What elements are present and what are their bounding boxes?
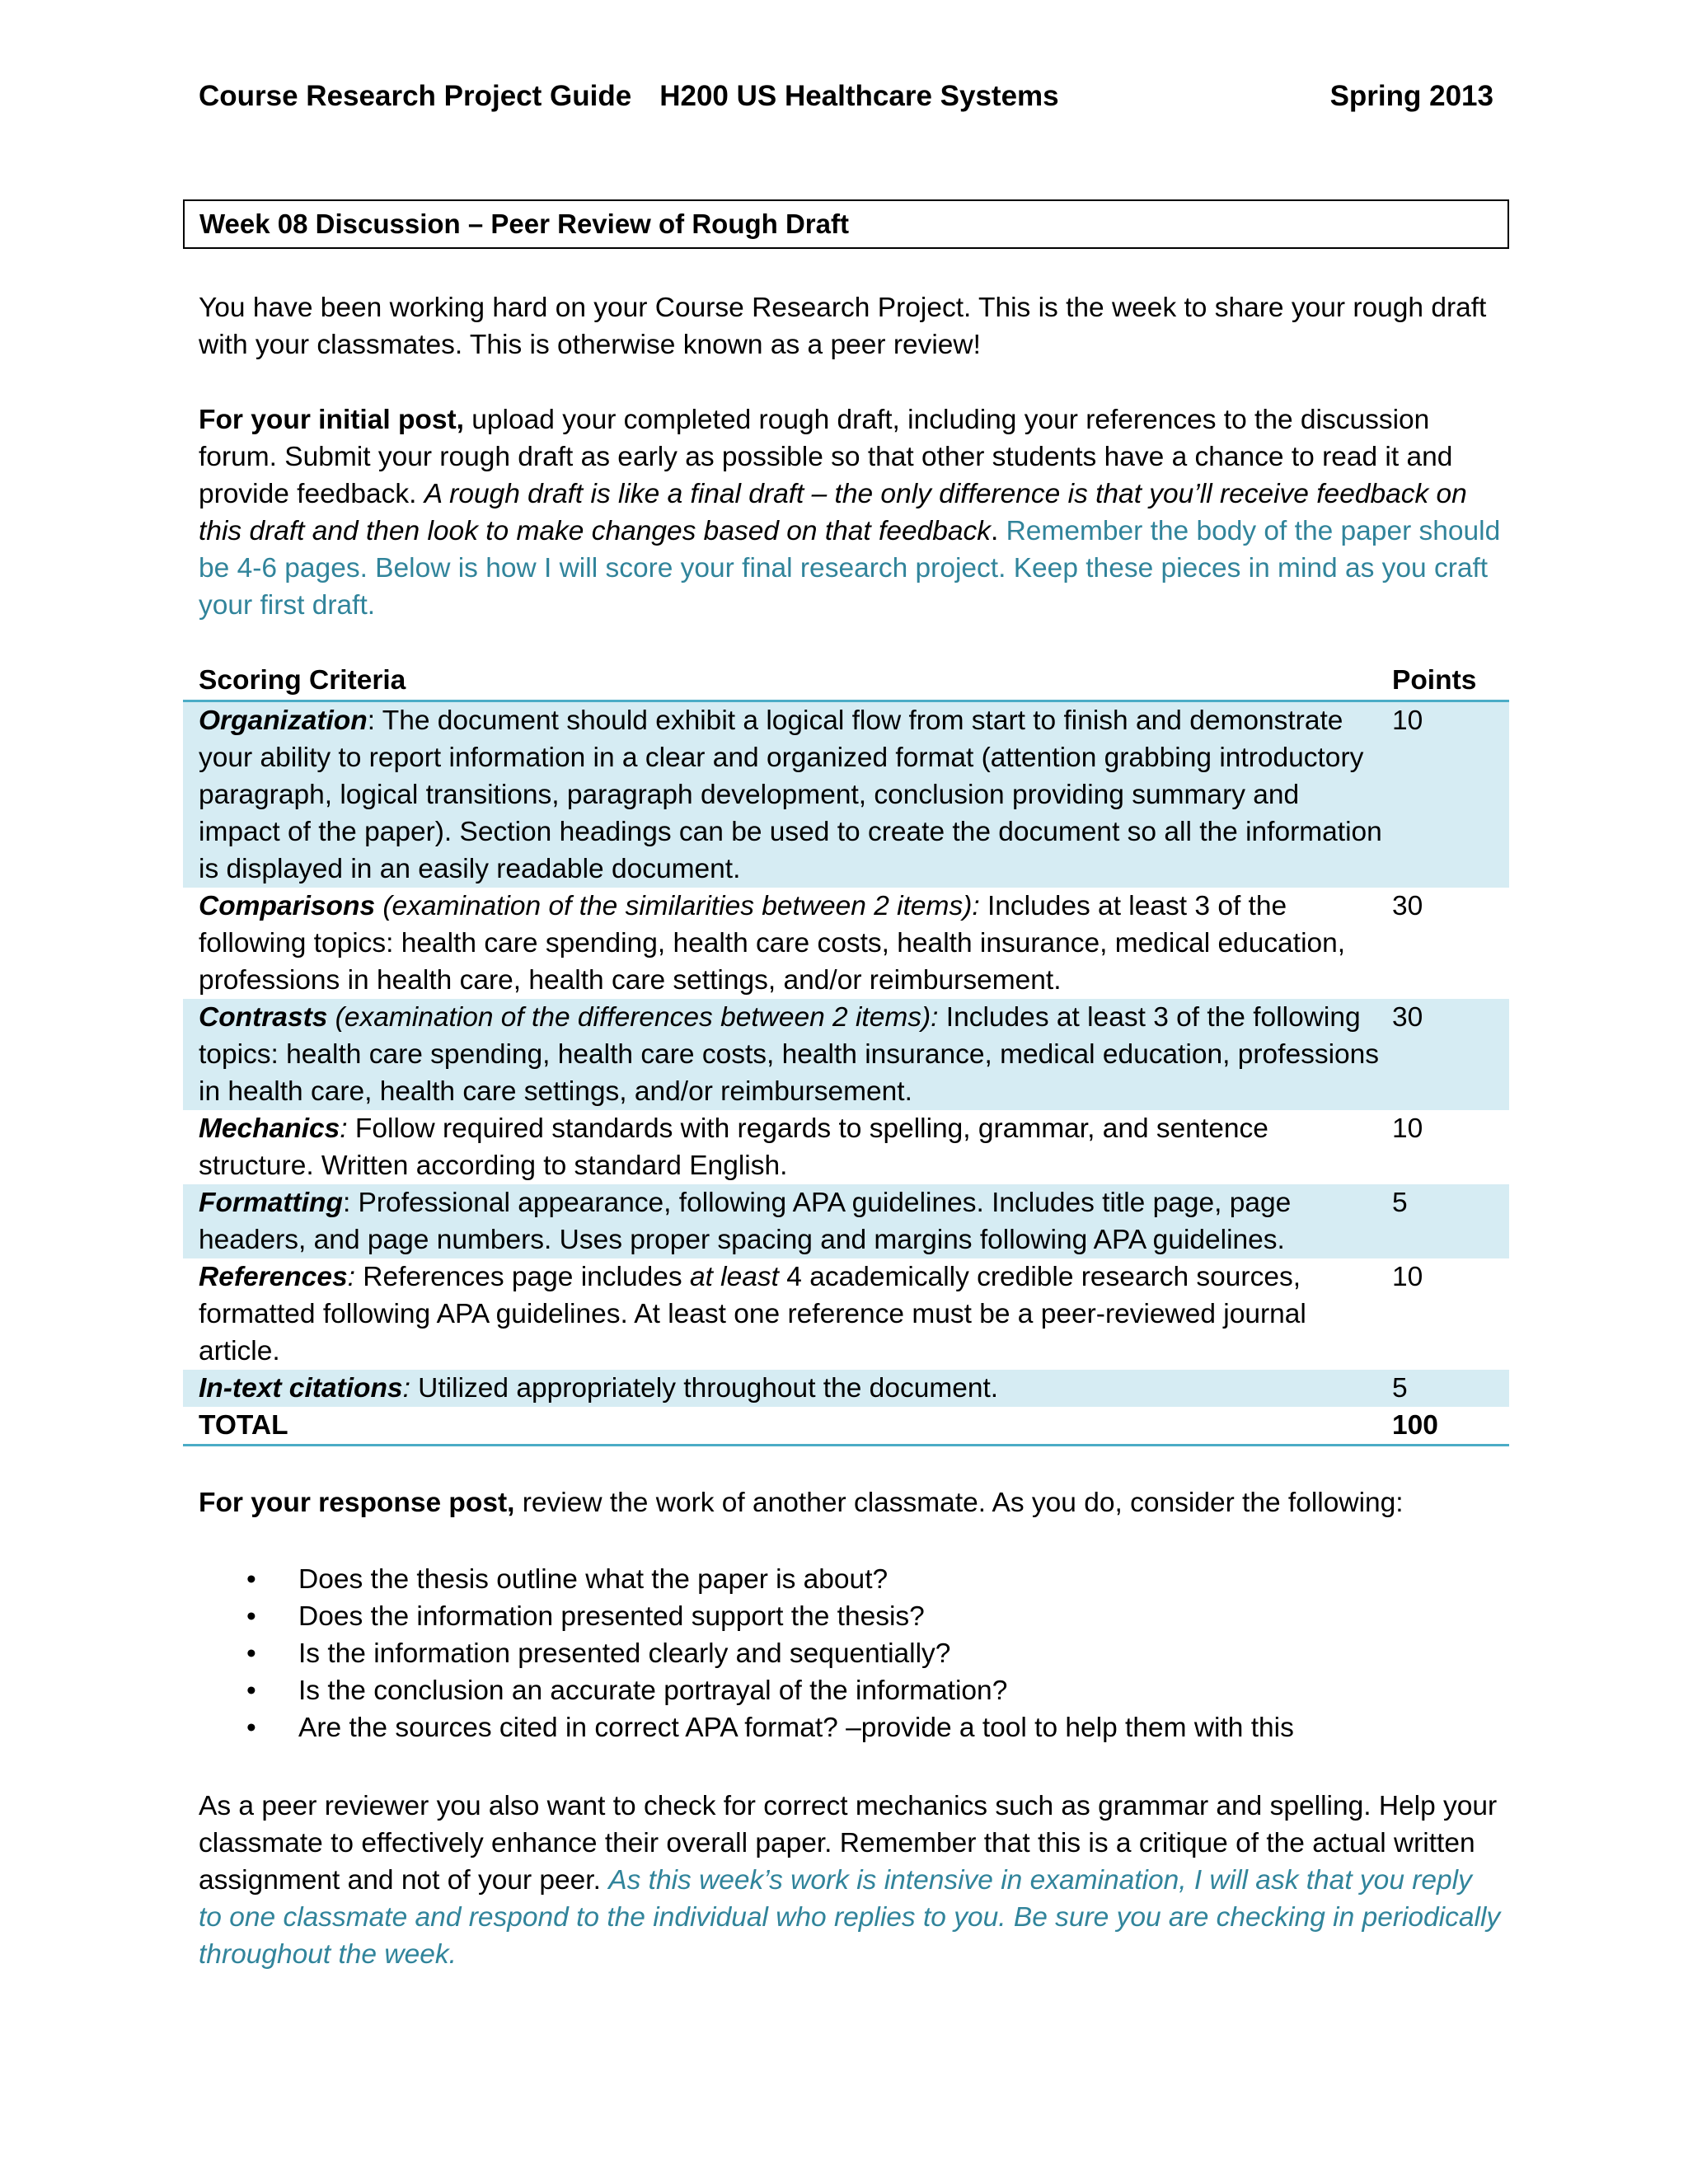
response-post-paragraph — [199, 1484, 1501, 1521]
row-term: References — [199, 1262, 348, 1292]
row-text: The document should exhibit a logical flow from start to finish and demonstrate your ability to report information in a clear and organized format (attention grabbing introductory paragraph, logical transitions, paragraph development, conclusion providing summary and impact of the paper). Section headings can be used to create the document so all the information is displayed in an easily readable document. — [199, 705, 1382, 884]
list-item — [199, 1561, 1501, 1598]
row-text-emphasis: at least — [689, 1262, 779, 1292]
row-text: Includes at least 3 of the following topics: health care spending, health care costs, health insurance, medical education, professions in health care, health care settings, and/or reimbursement. — [199, 891, 1346, 996]
row-text: Includes at least 3 of the following topics: health care spending, health care costs, health insurance, medical education, professions in health care, health care settings, and/or reimbursement. — [199, 1002, 1380, 1107]
table-row-organization — [183, 702, 1509, 888]
page-header — [199, 74, 1493, 119]
closing-text: As a peer reviewer you also want to check for correct mechanics such as grammar and spelling. Help your classmate to effectively enhance their overall paper. Remember that this is a critique of the actual written assignment and not of your peer. — [199, 1791, 1498, 1896]
row-term: Organization — [199, 705, 368, 736]
total-points: 100 — [1392, 1410, 1438, 1441]
row-paren: (examination of the similarities between 2 items): — [375, 891, 980, 921]
row-term: Formatting — [199, 1188, 343, 1218]
row-points: 10 — [1392, 1113, 1423, 1144]
response-post-text: review the work of another classmate. As you do, consider the following: — [514, 1488, 1404, 1518]
header-term: Spring 2013 — [1329, 80, 1493, 112]
row-text: Utilized appropriately throughout the document. — [410, 1373, 999, 1404]
initial-post-italic: A rough draft is like a final draft – the only difference is that you’ll receive feedback on this draft and then look to make changes based on that feedback — [199, 479, 1467, 546]
col-points: Points — [1392, 665, 1477, 696]
list-item-text: Are the sources cited in correct APA format? –provide a tool to help them with this — [298, 1713, 1294, 1743]
intro-paragraph: You have been working hard on your Course Research Project. This is the week to share your rough draft with your classmates. This is otherwise known as a peer review! — [199, 293, 1487, 360]
table-row-in-text-citations — [183, 1370, 1509, 1407]
list-item-text: Is the conclusion an accurate portrayal of the information? — [298, 1675, 1008, 1706]
table-row-contrasts — [183, 999, 1509, 1110]
row-points: 5 — [1392, 1188, 1408, 1218]
row-text: References page includes — [354, 1262, 690, 1292]
row-points: 5 — [1392, 1373, 1408, 1404]
review-questions-list — [199, 1561, 1501, 1746]
initial-post-paragraph — [199, 401, 1501, 624]
bullet-icon: • — [246, 1601, 256, 1632]
row-points: 10 — [1392, 705, 1423, 736]
row-sep: : — [340, 1113, 348, 1144]
header-course: H200 US Healthcare Systems — [659, 80, 1059, 112]
list-item — [199, 1635, 1501, 1672]
row-sep: : — [402, 1373, 410, 1404]
closing-note: As this week’s work is intensive in examination, I will ask that you reply to one classmate and respond to the individual who replies to you. Be sure you are checking in periodically throughout the week. — [199, 1865, 1501, 1970]
bullet-icon: • — [246, 1675, 256, 1706]
week-title-box — [183, 199, 1509, 249]
row-points: 30 — [1392, 1002, 1423, 1033]
initial-post-note: Remember the body of the paper should be 4-6 pages. Below is how I will score your final research project. Keep these pieces in mind as you craft your first draft. — [199, 516, 1501, 621]
scoring-table — [183, 662, 1509, 1446]
row-points: 10 — [1392, 1262, 1423, 1292]
list-item — [199, 1709, 1501, 1746]
row-term: Comparisons — [199, 891, 376, 921]
closing-paragraph — [199, 1788, 1501, 1973]
initial-post-period: . — [990, 516, 999, 546]
table-header — [183, 662, 1509, 702]
row-term: In-text citations — [199, 1373, 403, 1404]
row-sep: : — [367, 705, 376, 736]
table-row-formatting — [183, 1184, 1509, 1258]
row-paren: (examination of the differences between 2 items): — [327, 1002, 939, 1033]
table-row-references — [183, 1258, 1509, 1370]
list-item — [199, 1598, 1501, 1635]
list-item-text: Is the information presented clearly and sequentially? — [298, 1638, 951, 1669]
row-term: Mechanics — [199, 1113, 340, 1144]
row-text: Professional appearance, following APA guidelines. Includes title page, page headers, and page numbers. Uses proper spacing and margins following APA guidelines. — [199, 1188, 1292, 1255]
col-criteria: Scoring Criteria — [199, 665, 406, 696]
bullet-icon: • — [246, 1713, 256, 1743]
row-text: Follow required standards with regards to spelling, grammar, and sentence structure. Written according to standard English. — [199, 1113, 1268, 1181]
list-item — [199, 1672, 1501, 1709]
initial-post-lead: For your initial post, — [199, 405, 464, 435]
table-row-mechanics — [183, 1110, 1509, 1184]
row-text: 4 academically credible research sources, formatted following APA guidelines. At least one reference must be a peer-reviewed journal article. — [199, 1262, 1306, 1366]
row-sep: : — [347, 1262, 355, 1292]
header-left — [199, 74, 1059, 119]
initial-post-text: upload your completed rough draft, including your references to the discussion forum. Submit your rough draft as early as possible so that other students have a chance to read it and provide feedback. — [199, 405, 1453, 509]
bullet-icon: • — [246, 1564, 256, 1595]
row-points: 30 — [1392, 891, 1423, 921]
total-label: TOTAL — [199, 1410, 288, 1441]
header-title: Course Research Project Guide — [199, 80, 632, 112]
list-item-text: Does the information presented support the thesis? — [298, 1601, 925, 1632]
table-row-comparisons — [183, 888, 1509, 999]
row-term: Contrasts — [199, 1002, 328, 1033]
bullet-icon: • — [246, 1638, 256, 1669]
list-item-text: Does the thesis outline what the paper is about? — [298, 1564, 889, 1595]
response-post-lead: For your response post, — [199, 1488, 515, 1518]
table-row-total — [183, 1407, 1509, 1446]
row-sep: : — [342, 1188, 351, 1218]
week-title: Week 08 Discussion – Peer Review of Rough Draft — [199, 209, 849, 239]
